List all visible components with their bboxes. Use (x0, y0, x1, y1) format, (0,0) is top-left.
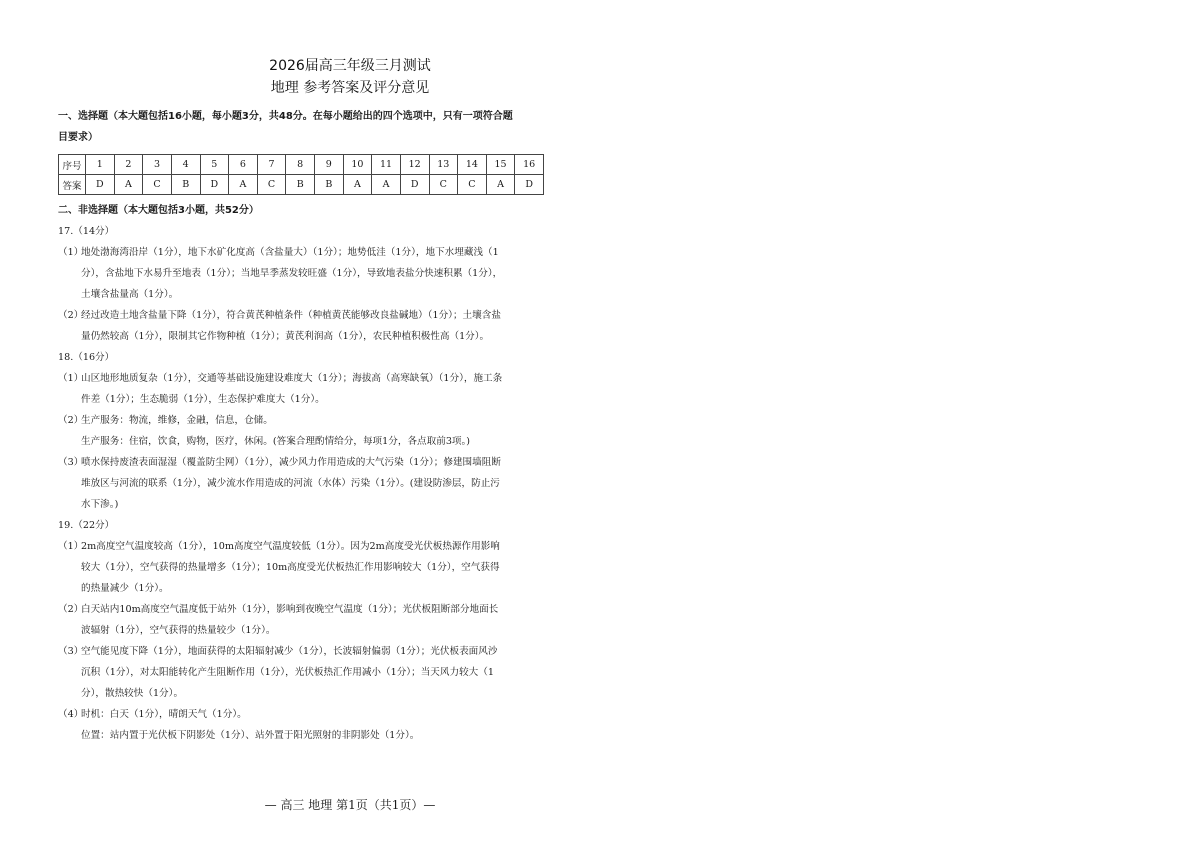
q19-part-3 (58, 641, 548, 704)
question-number: 5 (200, 155, 229, 175)
question-number: 3 (143, 155, 172, 175)
part-number: （3） (58, 457, 84, 468)
answer-line: 白天站内10m高度空气温度低于站外（1分），影响到夜晚空气温度（1分）；光伏板阻断部分地面长 (81, 604, 499, 615)
question-18-heading: 18.（16分） (58, 352, 115, 363)
exam-title: 2026届高三年级三月测试 (269, 58, 431, 74)
answer-line: 分），含盐地下水易升至地表（1分）；当地旱季蒸发较旺盛（1分），导致地表盐分快速积累（1分）， (81, 268, 503, 279)
part-number: （2） (58, 415, 84, 426)
section1-heading-line: 目要求） (58, 132, 98, 143)
part-number: （2） (58, 310, 84, 321)
part-number: （3） (58, 646, 84, 657)
answer-line: 地处渤海湾沿岸（1分），地下水矿化度高（含盐量大）（1分）；地势低洼（1分），地下水埋藏浅（1 (81, 247, 499, 258)
q18-part-1 (58, 368, 548, 410)
answer-line: 位置：站内置于光伏板下阴影处（1分）、站外置于阳光照射的非阴影处（1分）。 (81, 730, 420, 741)
answer-cell: B (171, 175, 200, 195)
page-footer: — 高三 地理 第1页（共1页）— (264, 798, 436, 812)
part-number: （2） (58, 604, 84, 615)
answer-line: 量仍然较高（1分），限制其它作物种植（1分）；黄芪利润高（1分），农民种植积极性高（1分）。 (81, 331, 490, 342)
answer-cell: D (86, 175, 115, 195)
answer-line: 较大（1分），空气获得的热量增多（1分）；10m高度受光伏板热汇作用影响较大（1分），空气获得 (81, 562, 500, 573)
answer-cell: A (343, 175, 372, 195)
answer-cell: D (400, 175, 429, 195)
answer-cell: A (486, 175, 515, 195)
answer-cell: A (229, 175, 258, 195)
question-number: 8 (286, 155, 315, 175)
q17-part-1 (58, 242, 548, 305)
answer-line: 分），散热较快（1分）。 (81, 688, 184, 699)
answer-line: 2m高度空气温度较高（1分），10m高度空气温度较低（1分）。因为2m高度受光伏板热源作用影响 (81, 541, 500, 552)
answer-line: 的热量减少（1分）。 (81, 583, 169, 594)
answer-table-answer-row (59, 175, 544, 195)
answer-cell: A (114, 175, 143, 195)
answer-table-number-row (59, 155, 544, 175)
answer-cell: A (372, 175, 401, 195)
answer-line: 生产服务：物流，维修，金融，信息，仓储。 (81, 415, 273, 426)
question-17-heading: 17.（14分） (58, 226, 115, 237)
answer-cell: C (143, 175, 172, 195)
q18-part-2 (58, 410, 548, 452)
answer-cell: B (286, 175, 315, 195)
answer-line: 时机：白天（1分），晴朗天气（1分）。 (81, 709, 247, 720)
question-number: 9 (315, 155, 344, 175)
part-number: （4） (58, 709, 84, 720)
q19-part-1 (58, 536, 548, 599)
answer-cell: D (515, 175, 544, 195)
answer-line: 经过改造土地含盐量下降（1分），符合黄芪种植条件（种植黄芪能够改良盐碱地）（1分）；土壤含盐 (81, 310, 501, 321)
answer-line: 土壤含盐量高（1分）。 (81, 289, 179, 300)
answer-cell: B (315, 175, 344, 195)
exam-subtitle: 地理 参考答案及评分意见 (270, 80, 430, 96)
question-number: 2 (114, 155, 143, 175)
answer-table (58, 154, 544, 195)
table-row-label: 答案 (59, 175, 86, 195)
section1-heading-line: 一、选择题（本大题包括16小题，每小题3分，共48分。在每小题给出的四个选项中，只有一项符合题 (58, 111, 513, 122)
question-number: 10 (343, 155, 372, 175)
answer-line: 山区地形地质复杂（1分），交通等基础设施建设难度大（1分）；海拔高（高寒缺氧）（1分），施工条 (81, 373, 503, 384)
q19-part-4 (58, 704, 548, 746)
question-number: 4 (171, 155, 200, 175)
question-number: 16 (515, 155, 544, 175)
question-number: 15 (486, 155, 515, 175)
answer-line: 堆放区与河流的联系（1分），减少流水作用造成的河流（水体）污染（1分）。(建设防渗层，防止污 (81, 478, 500, 489)
answer-cell: C (257, 175, 286, 195)
table-row-label: 序号 (59, 155, 86, 175)
answer-line: 水下渗。) (81, 499, 119, 510)
answer-cell: D (200, 175, 229, 195)
answer-cell: C (458, 175, 487, 195)
answer-line: 生产服务：住宿，饮食，购物，医疗，休闲。(答案合理酌情给分，每项1分，各点取前3项。) (81, 436, 471, 447)
section1-heading (58, 106, 548, 148)
answer-cell: C (429, 175, 458, 195)
question-number: 14 (458, 155, 487, 175)
answer-line: 空气能见度下降（1分），地面获得的太阳辐射减少（1分），长波辐射偏弱（1分）；光伏板表面风沙 (81, 646, 498, 657)
question-19-heading: 19.（22分） (58, 520, 115, 531)
answer-line: 喷水保持废渣表面湿湿（覆盖防尘网）（1分），减少风力作用造成的大气污染（1分）；修建围墙阻断 (81, 457, 501, 468)
q18-part-3 (58, 452, 548, 515)
question-number: 11 (372, 155, 401, 175)
q19-part-2 (58, 599, 548, 641)
section2-heading: 二、非选择题（本大题包括3小题，共52分） (58, 205, 259, 216)
question-number: 13 (429, 155, 458, 175)
part-number: （1） (58, 541, 84, 552)
question-number: 6 (229, 155, 258, 175)
answer-line: 件差（1分）；生态脆弱（1分），生态保护难度大（1分）。 (81, 394, 325, 405)
q17-part-2 (58, 305, 548, 347)
answer-line: 沉积（1分），对太阳能转化产生阻断作用（1分），光伏板热汇作用减小（1分）；当天风力较大（1 (81, 667, 494, 678)
part-number: （1） (58, 247, 84, 258)
question-number: 7 (257, 155, 286, 175)
answer-line: 波辐射（1分），空气获得的热量较少（1分）。 (81, 625, 276, 636)
part-number: （1） (58, 373, 84, 384)
question-number: 12 (400, 155, 429, 175)
section2-body (58, 221, 548, 746)
question-number: 1 (86, 155, 115, 175)
